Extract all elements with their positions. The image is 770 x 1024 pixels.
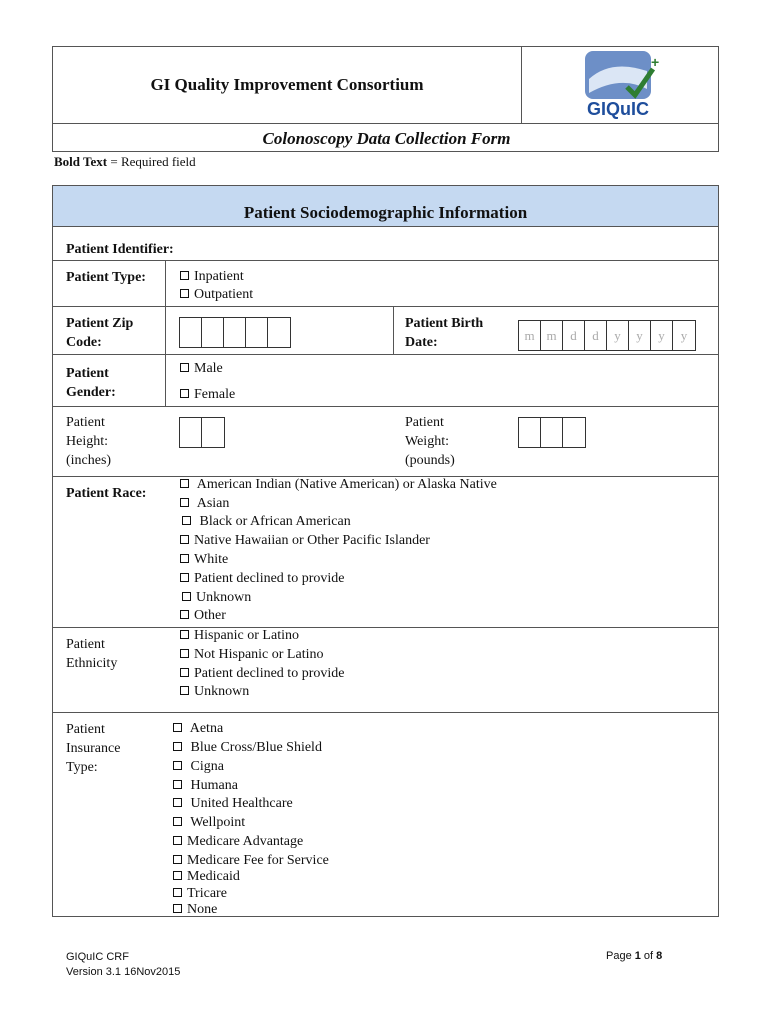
insurance-option[interactable]: Humana: [173, 777, 238, 795]
page-number: Page 1 of 8: [606, 950, 663, 962]
zip-code-input[interactable]: [179, 317, 291, 348]
insurance-option[interactable]: Tricare: [173, 885, 227, 903]
zip-digit-box[interactable]: [268, 318, 290, 347]
checkbox[interactable]: [180, 535, 189, 544]
race-option[interactable]: Black or African American: [182, 513, 351, 531]
checkbox[interactable]: [180, 289, 189, 298]
insurance-label: Patient Insurance Type:: [66, 722, 121, 775]
birth-date-box[interactable]: y: [629, 321, 651, 350]
header-divider-horizontal: [53, 123, 718, 124]
row-divider: [53, 712, 718, 713]
birth-date-label: Patient Birth Date:: [405, 316, 484, 350]
checkbox[interactable]: [173, 723, 182, 732]
checkbox[interactable]: [180, 479, 189, 488]
checkbox[interactable]: [180, 686, 189, 695]
insurance-option[interactable]: Wellpoint: [173, 814, 245, 832]
checkbox[interactable]: [173, 855, 182, 864]
gender-male-option[interactable]: Male: [180, 360, 223, 378]
insurance-option[interactable]: Medicaid: [173, 868, 240, 886]
ethnicity-label: Patient Ethnicity: [66, 637, 118, 671]
giquic-logo: [581, 49, 661, 119]
checkbox[interactable]: [173, 904, 182, 913]
weight-digit-box[interactable]: [563, 418, 585, 447]
race-option[interactable]: Unknown: [182, 589, 251, 607]
checkbox[interactable]: [173, 888, 182, 897]
legend-description: = Required field: [107, 154, 196, 169]
checkbox[interactable]: [173, 761, 182, 770]
checkbox[interactable]: [180, 498, 189, 507]
column-divider: [393, 306, 394, 354]
row-divider: [53, 627, 718, 628]
footer-document-info: [66, 950, 180, 980]
logo-text: GIQuIC: [587, 99, 649, 119]
svg-text:+: +: [651, 54, 660, 70]
checkbox[interactable]: [173, 798, 182, 807]
gender-female-option[interactable]: Female: [180, 386, 235, 404]
weight-digit-box[interactable]: [519, 418, 541, 447]
checkbox[interactable]: [180, 363, 189, 372]
insurance-option[interactable]: Aetna: [173, 720, 223, 738]
race-option[interactable]: Patient declined to provide: [180, 570, 344, 588]
birth-date-box[interactable]: y: [680, 328, 688, 343]
form-header: [52, 46, 719, 152]
zip-digit-box[interactable]: [180, 318, 202, 347]
checkbox[interactable]: [173, 836, 182, 845]
race-label: Patient Race:: [66, 486, 147, 501]
insurance-option[interactable]: United Healthcare: [173, 795, 293, 813]
header-divider-vertical: [521, 47, 522, 123]
height-digit-box[interactable]: [202, 418, 224, 447]
checkbox[interactable]: [180, 610, 189, 619]
ethnicity-option[interactable]: Unknown: [180, 683, 249, 701]
checkbox[interactable]: [173, 871, 182, 880]
zip-digit-box[interactable]: [224, 318, 246, 347]
footer-version: Version 3.1 16Nov2015: [66, 966, 181, 978]
legend-bold-text: Bold Text: [54, 154, 108, 169]
patient-type-outpatient-option[interactable]: Outpatient: [180, 286, 253, 304]
insurance-option[interactable]: Medicare Advantage: [173, 833, 303, 851]
height-label: Patient Height: (inches): [66, 415, 112, 468]
ethnicity-option[interactable]: Not Hispanic or Latino: [180, 646, 323, 664]
patient-identifier-label: Patient Identifier:: [66, 242, 174, 257]
birth-date-box[interactable]: d: [585, 321, 607, 350]
footer-crf-label: GIQuIC CRF: [66, 951, 129, 963]
row-divider: [53, 260, 718, 261]
checkbox[interactable]: [182, 592, 191, 601]
birth-date-box[interactable]: d: [563, 321, 585, 350]
weight-input[interactable]: [518, 417, 586, 448]
checkbox[interactable]: [173, 817, 182, 826]
required-field-legend: [54, 154, 196, 170]
column-divider: [165, 260, 166, 406]
ethnicity-option[interactable]: Hispanic or Latino: [180, 627, 299, 645]
insurance-option[interactable]: None: [173, 901, 217, 919]
form-subtitle: Colonoscopy Data Collection Form: [262, 129, 511, 148]
checkbox[interactable]: [180, 573, 189, 582]
section-title: Patient Sociodemographic Information: [243, 203, 528, 222]
weight-label: Patient Weight: (pounds): [405, 415, 455, 468]
birth-date-box[interactable]: y: [607, 321, 629, 350]
checkbox[interactable]: [173, 742, 182, 751]
checkbox[interactable]: [180, 271, 189, 280]
row-divider: [53, 406, 718, 407]
height-digit-box[interactable]: [180, 418, 202, 447]
checkbox[interactable]: [180, 389, 189, 398]
insurance-option[interactable]: Medicare Fee for Service: [173, 852, 329, 870]
insurance-option[interactable]: Blue Cross/Blue Shield: [173, 739, 322, 757]
row-divider: [53, 354, 718, 355]
checkbox[interactable]: [182, 516, 191, 525]
race-option[interactable]: Asian: [180, 495, 229, 513]
insurance-option[interactable]: Cigna: [173, 758, 224, 776]
row-divider: [53, 306, 718, 307]
sociodemographic-form: [52, 185, 719, 917]
patient-type-inpatient-option[interactable]: Inpatient: [180, 268, 244, 286]
race-option[interactable]: American Indian (Native American) or Alaska Native: [180, 476, 497, 494]
weight-digit-box[interactable]: [541, 418, 563, 447]
gender-label: Patient Gender:: [66, 366, 116, 400]
zip-code-label: Patient Zip Code:: [66, 316, 134, 350]
birth-date-box[interactable]: m: [519, 321, 541, 350]
birth-date-box[interactable]: m: [541, 321, 563, 350]
birth-date-box[interactable]: y: [651, 321, 673, 350]
checkbox[interactable]: [180, 630, 189, 639]
race-option[interactable]: Native Hawaiian or Other Pacific Islander: [180, 532, 430, 550]
race-option[interactable]: Other: [180, 607, 226, 625]
height-input[interactable]: [179, 417, 225, 448]
patient-type-label: Patient Type:: [66, 270, 146, 285]
race-option[interactable]: White: [180, 551, 228, 569]
consortium-title: GI Quality Improvement Consortium: [150, 75, 424, 94]
checkbox[interactable]: [180, 649, 189, 658]
ethnicity-option[interactable]: Patient declined to provide: [180, 665, 344, 683]
checkbox[interactable]: [180, 668, 189, 677]
birth-date-input[interactable]: [518, 320, 696, 351]
checkbox[interactable]: [173, 780, 182, 789]
zip-digit-box[interactable]: [202, 318, 224, 347]
checkbox[interactable]: [180, 554, 189, 563]
zip-digit-box[interactable]: [246, 318, 268, 347]
